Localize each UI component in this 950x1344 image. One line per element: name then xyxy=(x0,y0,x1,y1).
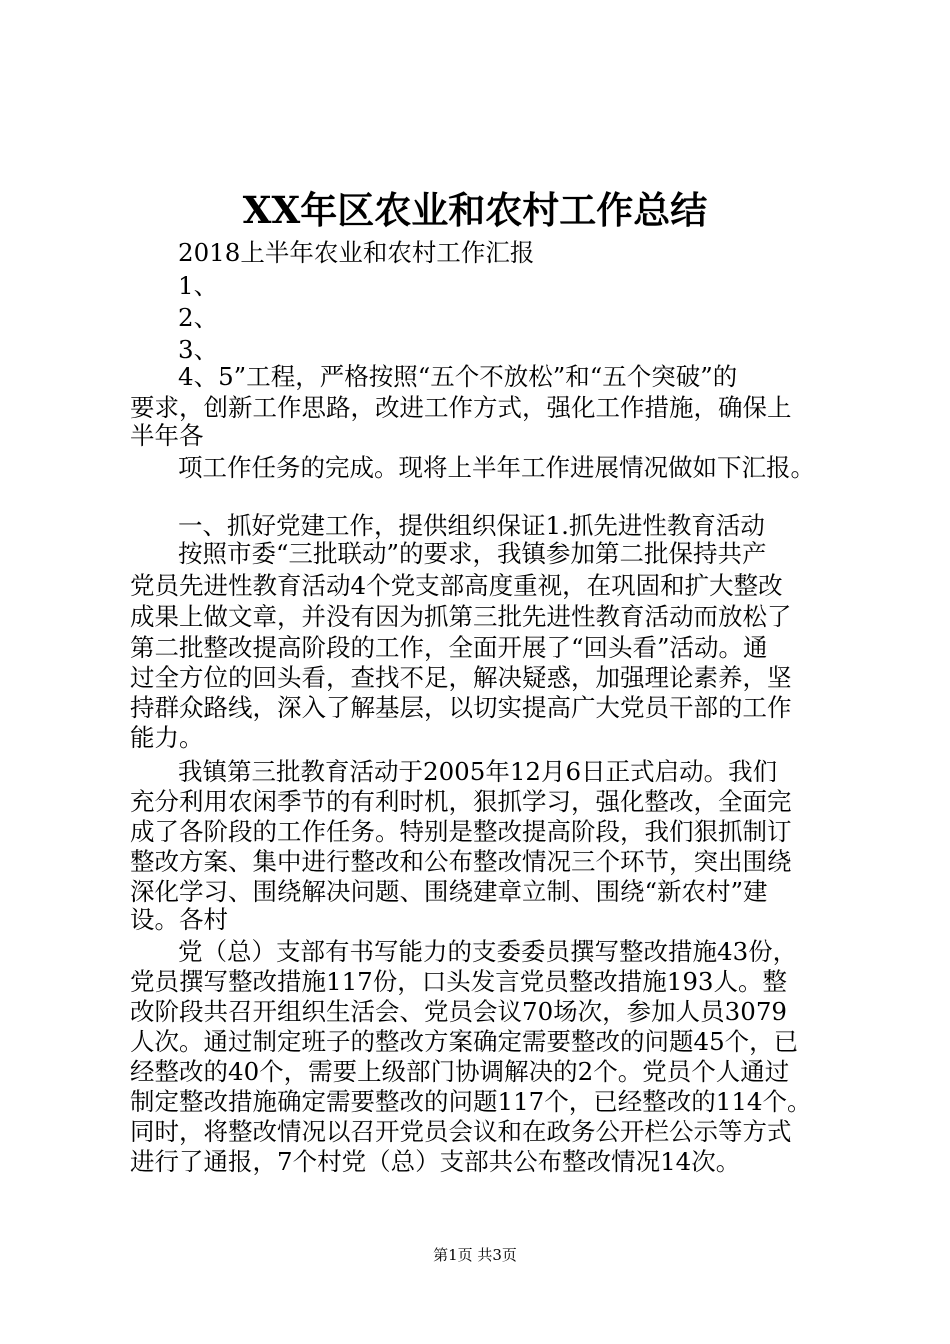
text-line: 项工作任务的完成。现将上半年工作进展情况做如下汇报。 xyxy=(178,453,815,482)
text-line: 人次。通过制定班子的整改方案确定需要整改的问题45个，已 xyxy=(130,1027,799,1056)
text-line: 1、 xyxy=(178,271,219,300)
text-line: 党员先进性教育活动4个党支部高度重视，在巩固和扩大整改 xyxy=(130,571,783,600)
text-line: 第二批整改提高阶段的工作，全面开展了“回头看”活动。通 xyxy=(130,633,768,662)
text-line: 深化学习、围绕解决问题、围绕建章立制、围绕“新农村”建 xyxy=(130,877,768,906)
text-line: 我镇第三批教育活动于2005年12月6日正式启动。我们 xyxy=(178,757,778,786)
document-title: XX年区农业和农村工作总结 xyxy=(242,188,708,232)
text-line: 3、 xyxy=(178,335,219,364)
text-line: 党员撰写整改措施117份，口头发言党员整改措施193人。整 xyxy=(130,967,788,996)
text-line: 设。各村 xyxy=(130,905,228,934)
text-line: 改阶段共召开组织生活会、党员会议70场次，参加人员3079 xyxy=(130,997,788,1026)
page-footer: 第1页 共3页 xyxy=(433,1246,517,1264)
text-line: 按照市委“三批联动”的要求，我镇参加第二批保持共产 xyxy=(178,539,767,568)
text-line: 2、 xyxy=(178,303,219,332)
text-line: 同时，将整改情况以召开党员会议和在政务公开栏公示等方式 xyxy=(130,1117,792,1146)
text-line: 制定整改措施确定需要整改的问题117个，已经整改的114个。 xyxy=(130,1087,812,1116)
text-line: 过全方位的回头看，查找不足，解决疑惑，加强理论素养，坚 xyxy=(130,663,792,692)
text-line: 整改方案、集中进行整改和公布整改情况三个环节，突出围绕 xyxy=(130,847,792,876)
text-line: 成果上做文章，并没有因为抓第三批先进性教育活动而放松了 xyxy=(130,602,792,631)
text-line: 成了各阶段的工作任务。特别是整改提高阶段，我们狠抓制订 xyxy=(130,817,792,846)
text-line: 经整改的40个，需要上级部门协调解决的2个。党员个人通过 xyxy=(130,1057,790,1086)
text-line: 充分利用农闲季节的有利时机，狠抓学习，强化整改，全面完 xyxy=(130,787,792,816)
text-line: 4、5”工程，严格按照“五个不放松”和“五个突破”的 xyxy=(178,362,738,391)
text-line: 一、抓好党建工作，提供组织保证1.抓先进性教育活动 xyxy=(178,511,765,540)
text-line: 能力。 xyxy=(130,723,204,752)
text-line: 半年各 xyxy=(130,421,204,450)
text-line: 要求，创新工作思路，改进工作方式，强化工作措施，确保上 xyxy=(130,393,792,422)
text-line: 持群众路线，深入了解基层，以切实提高广大党员干部的工作 xyxy=(130,693,792,722)
text-line: 2018上半年农业和农村工作汇报 xyxy=(178,238,535,267)
text-line: 进行了通报，7个村党（总）支部共公布整改情况14次。 xyxy=(130,1147,741,1176)
text-line: 党（总）支部有书写能力的支委委员撰写整改措施43份， xyxy=(178,937,798,966)
